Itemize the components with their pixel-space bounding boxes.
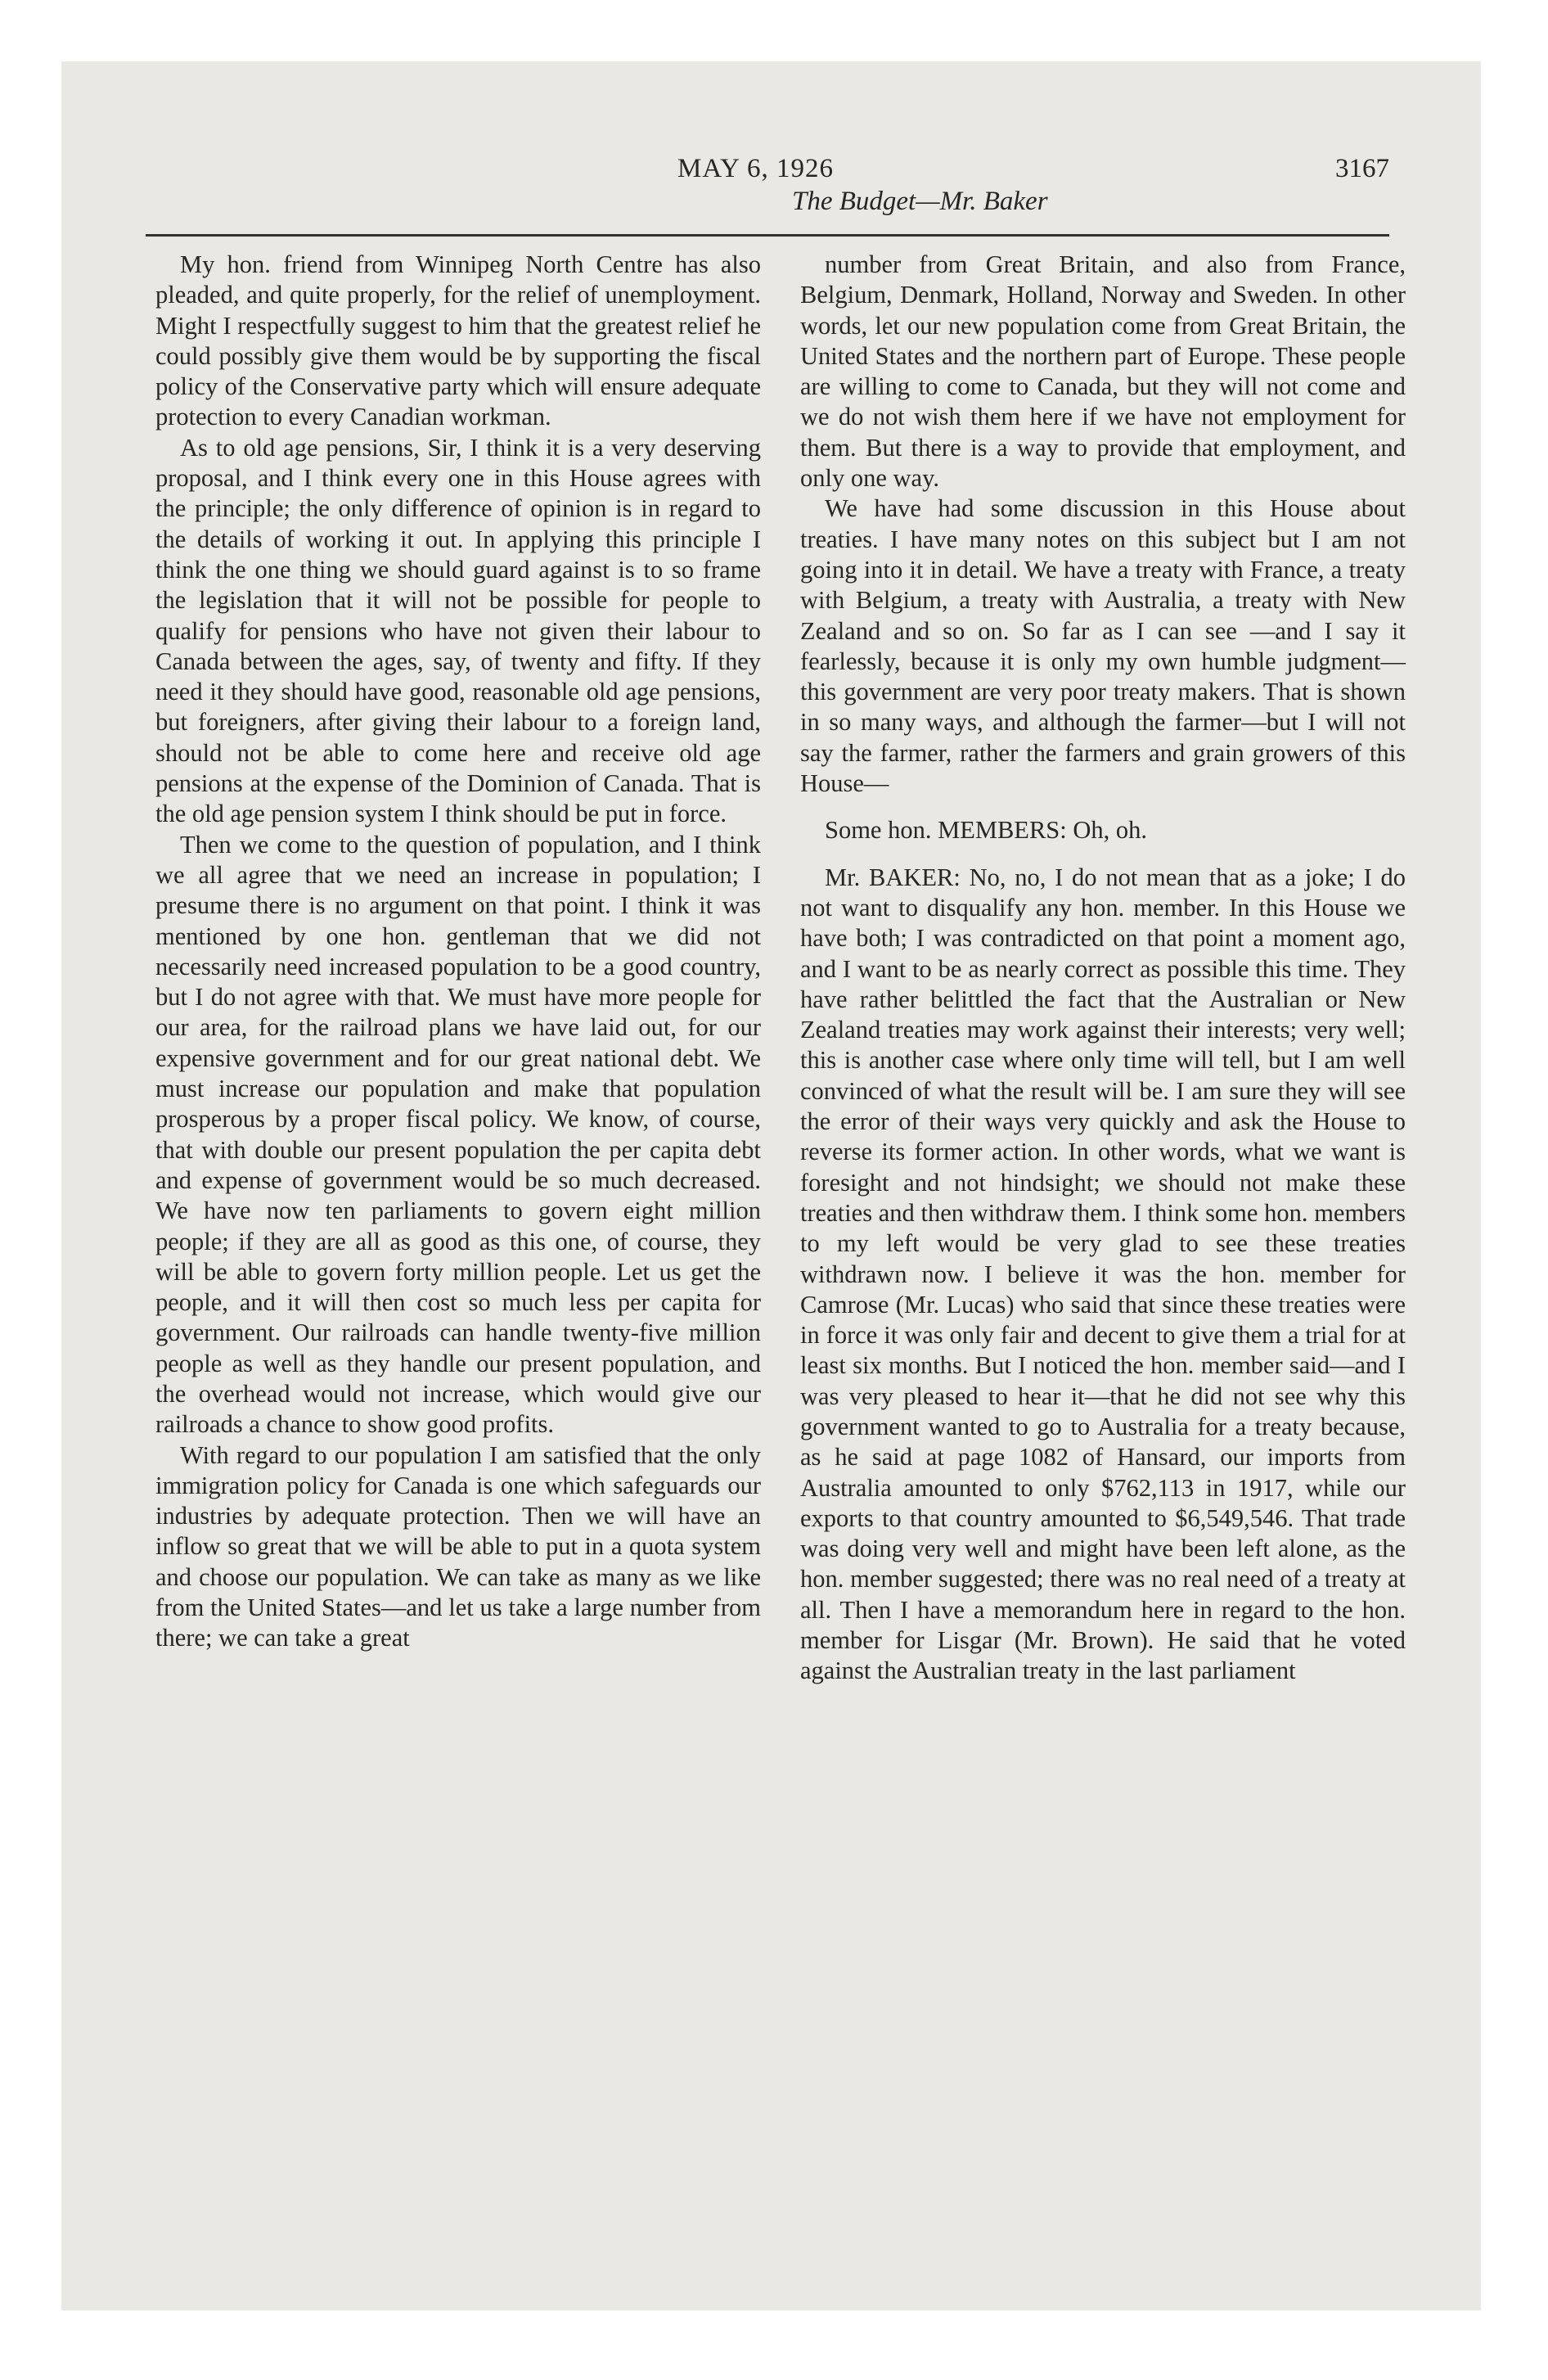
header-rule bbox=[146, 234, 1389, 237]
paragraph: As to old age pensions, Sir, I think it is a very deserving proposal, and I think every one in this House agrees with the principle; the only difference of opinion is in regard to the details of working it out. In applying this principle I think the one thing we should guard against is to so frame the legislation that it will not be possible for people to qualify for pensions who have not given their labour to Canada between the ages, say, of twenty and fifty. If they need it they should have good, reasonable old age pensions, but foreigners, after giving their labour to a foreign land, should not be able to come here and receive old age pensions at the expense of the Dominion of Canada. That is the old age pension system I think should be put in force. bbox=[155, 433, 761, 828]
speaker-interjection: Some hon. MEMBERS: Oh, oh. bbox=[825, 816, 1147, 845]
header-date: MAY 6, 1926 bbox=[677, 154, 835, 183]
paragraph: Mr. BAKER: No, no, I do not mean that as a joke; I do not want to disqualify any hon. member. In this House we have both; I was contradicted on that point a moment ago, and I want to be as nearly correct as possible this time. They have rather belittled the fact that the Australian or New Zealand treaties may work against their interests; very well; this is another case where only time will tell, but I am well convinced of what the result will be. I am sure they will see the error of their ways very quickly and ask the House to reverse its former action. In other words, what we want is foresight and not hindsight; we should not make these treaties and then withdraw them. I think some hon. members to my left would be very glad to see these treaties withdrawn now. I believe it was the hon. member for Camrose (Mr. Lucas) who said that since these treaties were in force it was only fair and decent to give them a trial for at least six months. But I noticed the hon. member said—and I was very pleased to hear it—that he did not see why this government wanted to go to Australia for a treaty because, as he said at page 1082 of Hansard, our imports from Australia amounted to only $762,113 in 1917, while our exports to that country amounted to $6,549,546. That trade was doing very well and might have been left alone, as the hon. member suggested; there was no real need of a treaty at all. Then I have a memorandum here in regard to the hon. member for Lisgar (Mr. Brown). He said that he voted against the Australian treaty in the last parliament bbox=[800, 863, 1406, 1685]
left-column bbox=[155, 250, 761, 1654]
paragraph: Then we come to the question of population, and I think we all agree that we need an increase in population; I presume there is no argument on that point. I think it was mentioned by one hon. gentleman that we did not necessarily need increased population to be a good country, but I do not agree with that. We must have more people for our area, for the railroad plans we have laid out, for our expensive government and for our great national debt. We must increase our population and make that population prosperous by a proper fiscal policy. We know, of course, that with double our present population the per capita debt and expense of government would be so much decreased. We have now ten parliaments to govern eight million people; if they are all as good as this one, of course, they will be able to govern forty million people. Let us get the people, and it will then cost so much less per capita for government. Our railroads can handle twenty-five million people as well as they handle our present population, and the overhead would not increase, which would give our railroads a chance to show good profits. bbox=[155, 830, 761, 1439]
running-title: The Budget—Mr. Baker bbox=[792, 187, 1048, 216]
page-header bbox=[146, 154, 1389, 219]
paragraph: We have had some discussion in this House about treaties. I have many notes on this subject but I am not going into it in detail. We have a treaty with France, a treaty with Belgium, a treaty with Australia, a treaty with New Zealand and so on. So far as I can see —and I say it fearlessly, because it is only my own humble judgment—this government are very poor treaty makers. That is shown in so many ways, and although the farmer—but I will not say the farmer, rather the farmers and grain growers of this House— bbox=[800, 494, 1406, 798]
right-column bbox=[800, 250, 1406, 1687]
paragraph: With regard to our population I am satisfied that the only immigration policy for Canada is one which safeguards our industries by adequate protection. Then we will have an inflow so great that we will be able to put in a quota system and choose our population. We can take as many as we like from the United States—and let us take a large number from there; we can take a great bbox=[155, 1440, 761, 1652]
page-number: 3167 bbox=[1335, 154, 1389, 183]
paragraph: number from Great Britain, and also from France, Belgium, Denmark, Holland, Norway and Sweden. In other words, let our new population come from Great Britain, the United States and the northern part of Europe. These people are willing to come to Canada, but they will not come and we do not wish them here if we have not employment for them. But there is a way to provide that employment, and only one way. bbox=[800, 250, 1406, 493]
paragraph: My hon. friend from Winnipeg North Centre has also pleaded, and quite properly, for the relief of unemployment. Might I respectfully suggest to him that the greatest relief he could possibly give them would be by supporting the fiscal policy of the Conservative party which will ensure adequate protection to every Canadian workman. bbox=[155, 250, 761, 431]
